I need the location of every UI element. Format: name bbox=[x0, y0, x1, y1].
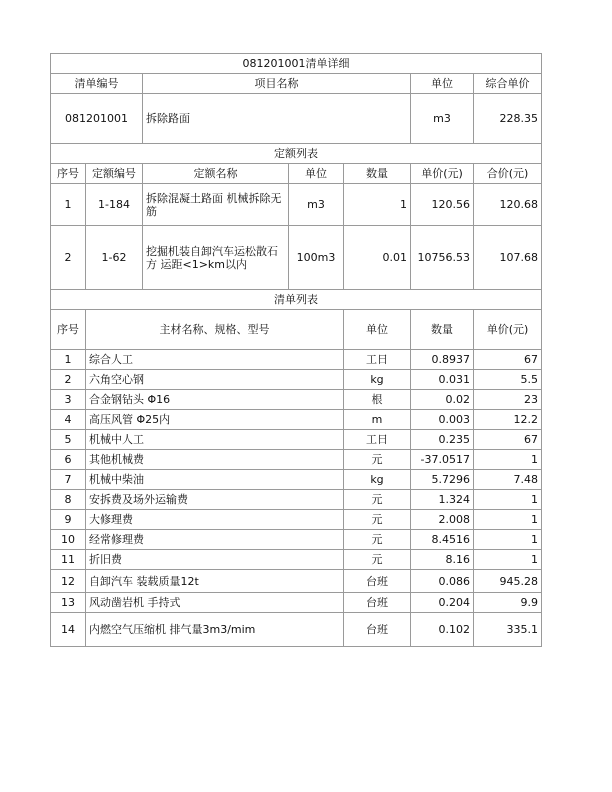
material-row bbox=[51, 450, 542, 470]
quota-code: 1-62 bbox=[86, 226, 143, 290]
material-qty: 0.003 bbox=[411, 410, 474, 430]
material-seq: 2 bbox=[51, 370, 86, 390]
quota-unit: m3 bbox=[289, 184, 344, 226]
list-unit-header: 单位 bbox=[411, 74, 474, 94]
material-row bbox=[51, 530, 542, 550]
material-row bbox=[51, 430, 542, 450]
quota-unit-price: 120.56 bbox=[411, 184, 474, 226]
material-unit: 元 bbox=[344, 490, 411, 510]
list-item-name: 拆除路面 bbox=[143, 94, 411, 144]
quota-seq: 2 bbox=[51, 226, 86, 290]
material-seq: 12 bbox=[51, 570, 86, 593]
quota-name: 拆除混凝土路面 机械拆除无筋 bbox=[143, 184, 289, 226]
material-qty: 0.204 bbox=[411, 593, 474, 613]
list-price-header: 综合单价 bbox=[474, 74, 542, 94]
material-unit: 工日 bbox=[344, 430, 411, 450]
quota-unit-price: 10756.53 bbox=[411, 226, 474, 290]
material-unit-price: 1 bbox=[474, 530, 542, 550]
material-row bbox=[51, 570, 542, 593]
material-row bbox=[51, 390, 542, 410]
material-seq: 11 bbox=[51, 550, 86, 570]
quota-qty: 1 bbox=[344, 184, 411, 226]
material-unit-price: 23 bbox=[474, 390, 542, 410]
material-qty: 8.16 bbox=[411, 550, 474, 570]
list-header-row bbox=[51, 74, 542, 94]
material-qty: 1.324 bbox=[411, 490, 474, 510]
material-section-title: 清单列表 bbox=[51, 290, 542, 310]
material-unit: 元 bbox=[344, 550, 411, 570]
material-row bbox=[51, 470, 542, 490]
title-row bbox=[51, 54, 542, 74]
material-unit-price: 1 bbox=[474, 550, 542, 570]
list-item-row bbox=[51, 94, 542, 144]
material-unit-price: 67 bbox=[474, 430, 542, 450]
material-qty: 0.02 bbox=[411, 390, 474, 410]
material-unit-price: 5.5 bbox=[474, 370, 542, 390]
material-header-row bbox=[51, 310, 542, 350]
material-qty: 2.008 bbox=[411, 510, 474, 530]
material-seq: 5 bbox=[51, 430, 86, 450]
material-name: 自卸汽车 装载质量12t bbox=[86, 570, 344, 593]
material-name: 大修理费 bbox=[86, 510, 344, 530]
quota-total: 107.68 bbox=[474, 226, 542, 290]
material-name: 安拆费及场外运输费 bbox=[86, 490, 344, 510]
material-name: 合金钢钻头 Φ16 bbox=[86, 390, 344, 410]
quota-total: 120.68 bbox=[474, 184, 542, 226]
bill-detail-table bbox=[50, 53, 542, 647]
material-unit: kg bbox=[344, 370, 411, 390]
material-qty: 5.7296 bbox=[411, 470, 474, 490]
material-seq: 8 bbox=[51, 490, 86, 510]
material-unit: 台班 bbox=[344, 613, 411, 647]
list-item-unit: m3 bbox=[411, 94, 474, 144]
material-seq: 4 bbox=[51, 410, 86, 430]
material-unit: 台班 bbox=[344, 570, 411, 593]
material-qty: 0.8937 bbox=[411, 350, 474, 370]
material-row bbox=[51, 350, 542, 370]
material-row bbox=[51, 370, 542, 390]
material-name: 机械中柴油 bbox=[86, 470, 344, 490]
material-unit-price: 1 bbox=[474, 490, 542, 510]
material-seq: 13 bbox=[51, 593, 86, 613]
material-row bbox=[51, 410, 542, 430]
quota-unit-header: 单位 bbox=[289, 164, 344, 184]
material-row bbox=[51, 593, 542, 613]
material-seq: 7 bbox=[51, 470, 86, 490]
material-unit: 台班 bbox=[344, 593, 411, 613]
material-qty: 0.102 bbox=[411, 613, 474, 647]
material-unit-price: 1 bbox=[474, 450, 542, 470]
material-unit-price-header: 单价(元) bbox=[474, 310, 542, 350]
material-name: 其他机械费 bbox=[86, 450, 344, 470]
quota-seq-header: 序号 bbox=[51, 164, 86, 184]
material-qty: -37.0517 bbox=[411, 450, 474, 470]
material-unit-price: 12.2 bbox=[474, 410, 542, 430]
material-unit: 根 bbox=[344, 390, 411, 410]
material-unit: m bbox=[344, 410, 411, 430]
material-unit: kg bbox=[344, 470, 411, 490]
material-qty: 0.031 bbox=[411, 370, 474, 390]
quota-seq: 1 bbox=[51, 184, 86, 226]
material-unit-price: 1 bbox=[474, 510, 542, 530]
material-row bbox=[51, 490, 542, 510]
material-row bbox=[51, 510, 542, 530]
material-seq: 9 bbox=[51, 510, 86, 530]
quota-qty: 0.01 bbox=[344, 226, 411, 290]
material-seq: 1 bbox=[51, 350, 86, 370]
quota-section-row bbox=[51, 144, 542, 164]
material-qty: 8.4516 bbox=[411, 530, 474, 550]
quota-unit-price-header: 单价(元) bbox=[411, 164, 474, 184]
material-name: 机械中人工 bbox=[86, 430, 344, 450]
quota-unit: 100m3 bbox=[289, 226, 344, 290]
material-unit-header: 单位 bbox=[344, 310, 411, 350]
material-name-header: 主材名称、规格、型号 bbox=[86, 310, 344, 350]
quota-header-row bbox=[51, 164, 542, 184]
material-unit: 工日 bbox=[344, 350, 411, 370]
quota-qty-header: 数量 bbox=[344, 164, 411, 184]
list-item-price: 228.35 bbox=[474, 94, 542, 144]
material-unit-price: 335.1 bbox=[474, 613, 542, 647]
material-qty: 0.235 bbox=[411, 430, 474, 450]
material-seq: 3 bbox=[51, 390, 86, 410]
list-code-header: 清单编号 bbox=[51, 74, 143, 94]
quota-total-header: 合价(元) bbox=[474, 164, 542, 184]
material-seq-header: 序号 bbox=[51, 310, 86, 350]
quota-code-header: 定额编号 bbox=[86, 164, 143, 184]
quota-row bbox=[51, 184, 542, 226]
material-unit-price: 945.28 bbox=[474, 570, 542, 593]
material-name: 综合人工 bbox=[86, 350, 344, 370]
material-qty: 0.086 bbox=[411, 570, 474, 593]
material-name: 折旧费 bbox=[86, 550, 344, 570]
quota-code: 1-184 bbox=[86, 184, 143, 226]
material-name: 内燃空气压缩机 排气量3m3/mim bbox=[86, 613, 344, 647]
material-unit-price: 7.48 bbox=[474, 470, 542, 490]
quota-section-title: 定额列表 bbox=[51, 144, 542, 164]
quota-name: 挖掘机装自卸汽车运松散石方 运距<1>km以内 bbox=[143, 226, 289, 290]
material-name: 经常修理费 bbox=[86, 530, 344, 550]
material-seq: 14 bbox=[51, 613, 86, 647]
quota-row bbox=[51, 226, 542, 290]
material-seq: 10 bbox=[51, 530, 86, 550]
material-name: 高压风管 Φ25内 bbox=[86, 410, 344, 430]
list-name-header: 项目名称 bbox=[143, 74, 411, 94]
list-item-code: 081201001 bbox=[51, 94, 143, 144]
material-section-row bbox=[51, 290, 542, 310]
quota-name-header: 定额名称 bbox=[143, 164, 289, 184]
material-row bbox=[51, 550, 542, 570]
table-title: 081201001清单详细 bbox=[51, 54, 542, 74]
material-unit-price: 67 bbox=[474, 350, 542, 370]
material-unit: 元 bbox=[344, 530, 411, 550]
material-unit: 元 bbox=[344, 510, 411, 530]
material-qty-header: 数量 bbox=[411, 310, 474, 350]
material-unit: 元 bbox=[344, 450, 411, 470]
material-name: 六角空心钢 bbox=[86, 370, 344, 390]
material-row bbox=[51, 613, 542, 647]
material-name: 风动凿岩机 手持式 bbox=[86, 593, 344, 613]
material-seq: 6 bbox=[51, 450, 86, 470]
material-unit-price: 9.9 bbox=[474, 593, 542, 613]
